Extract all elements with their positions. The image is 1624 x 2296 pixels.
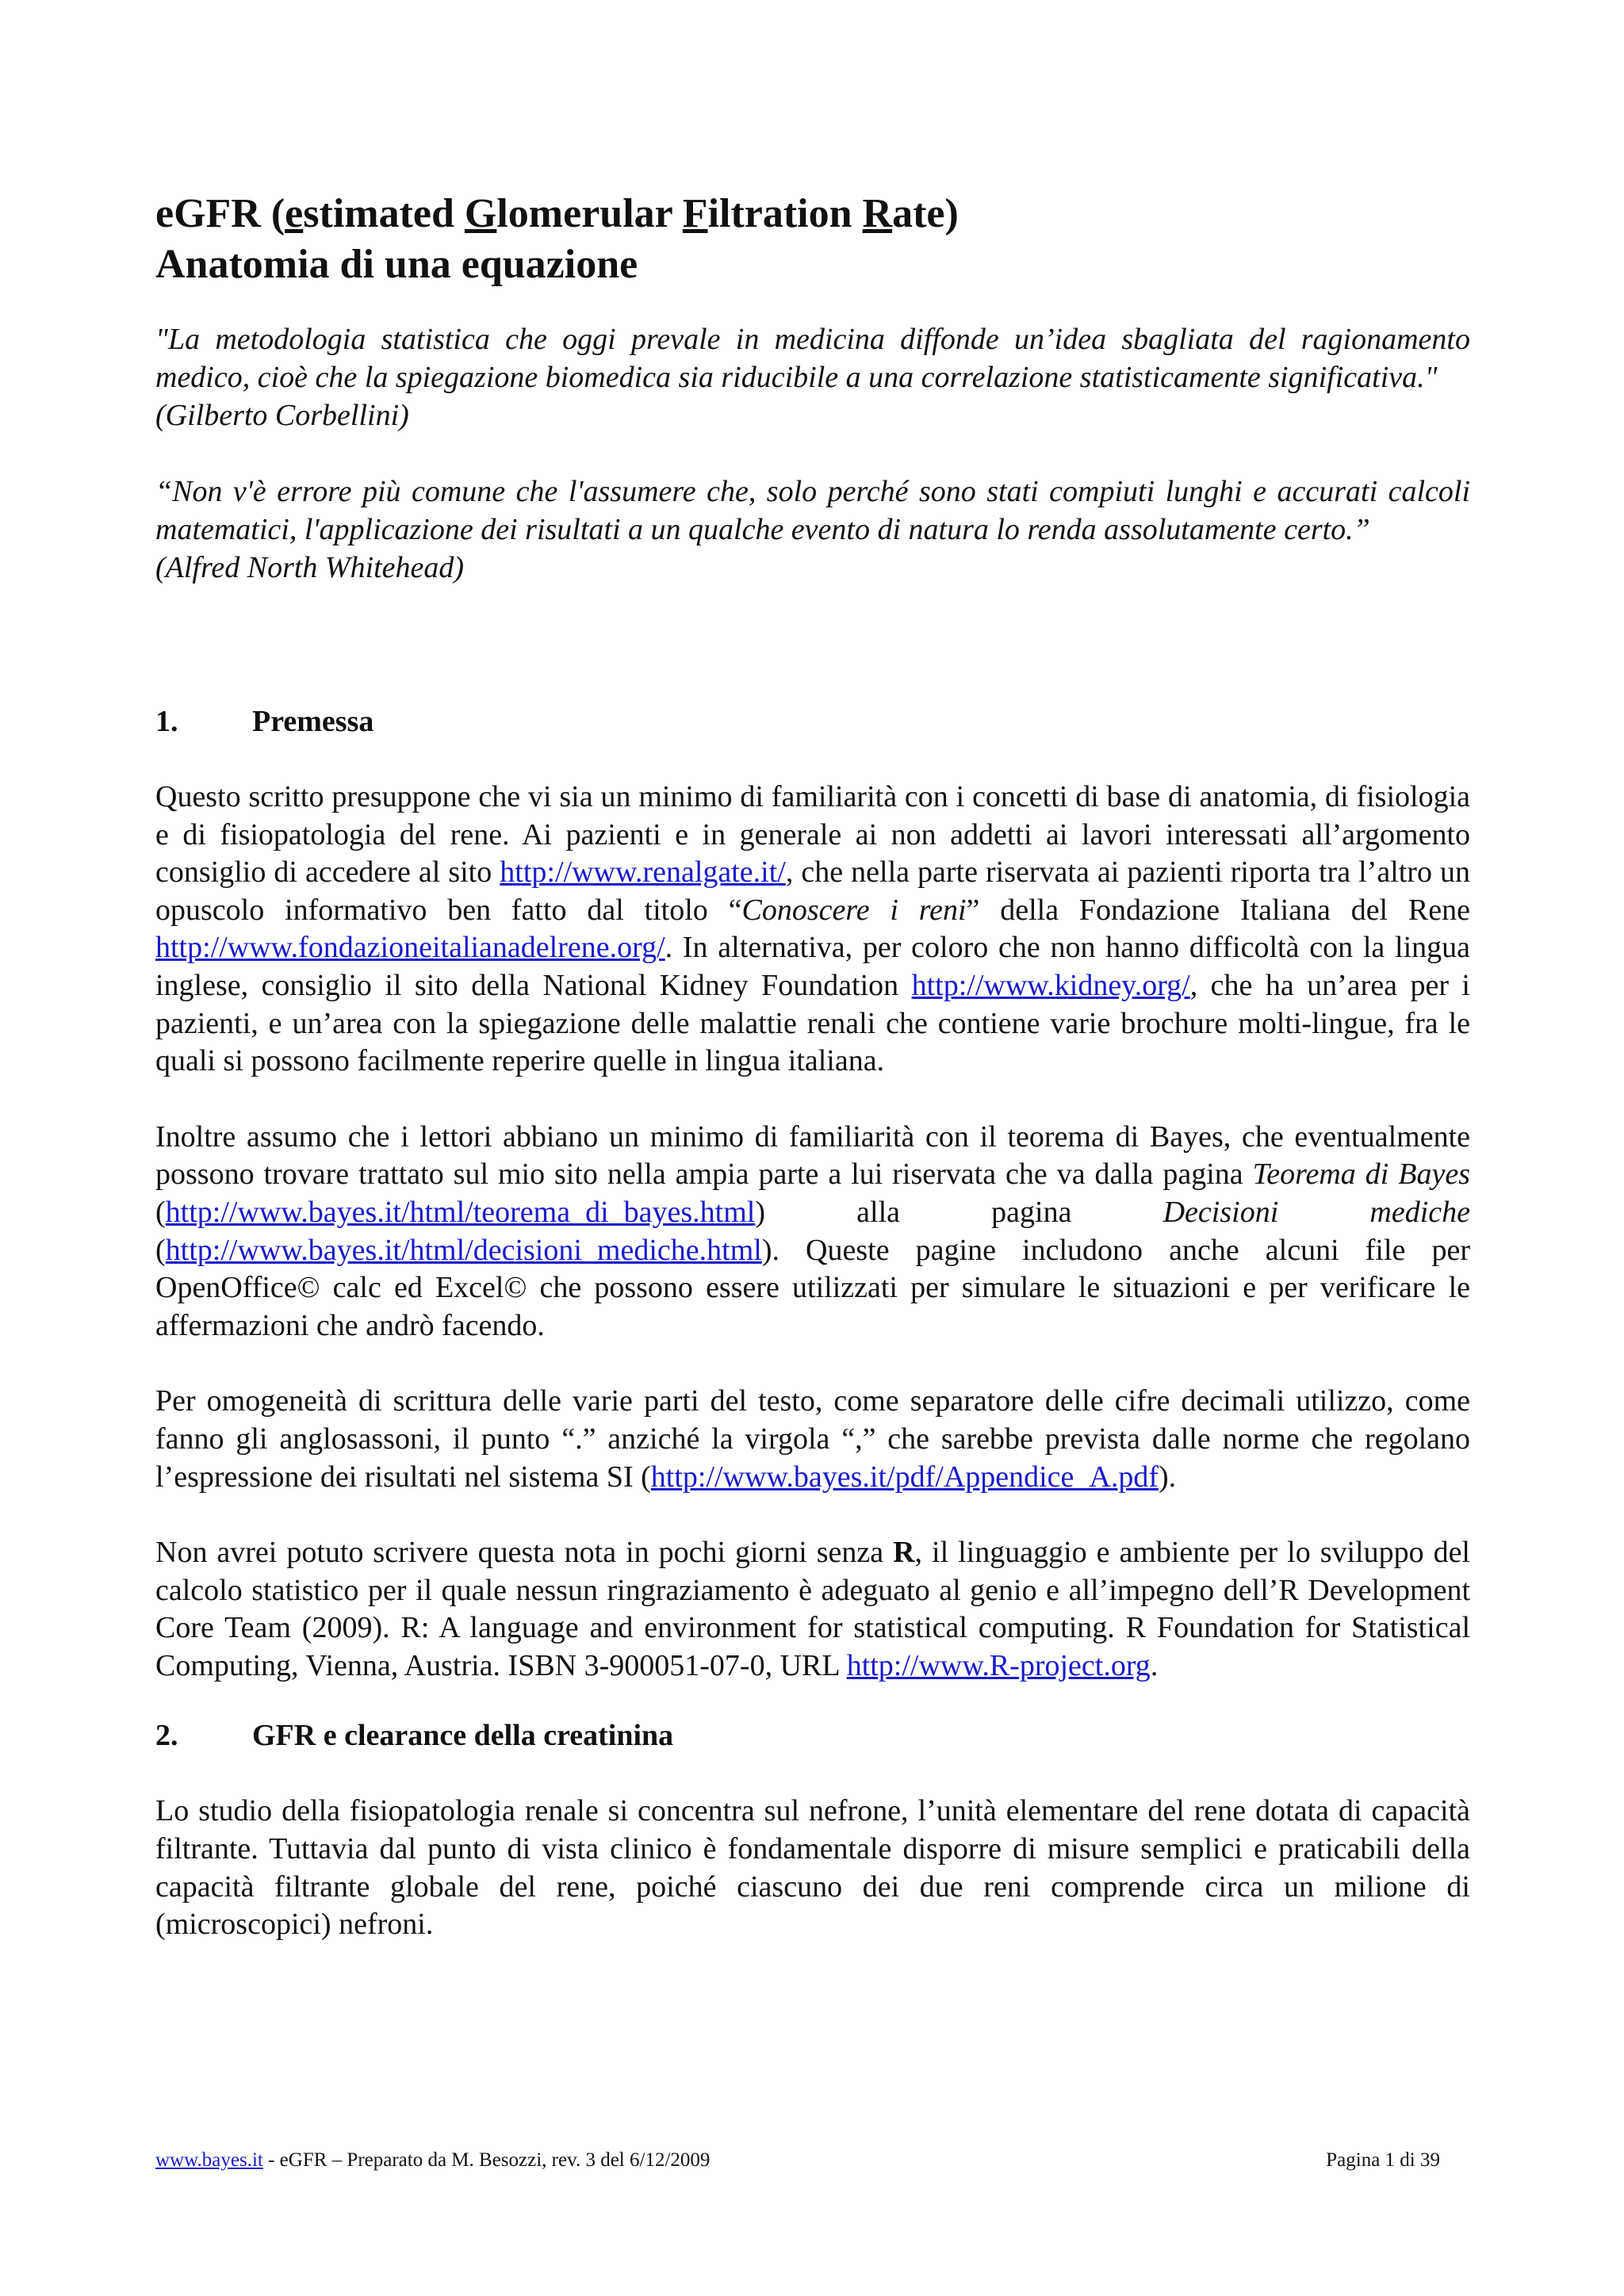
- text-run: ). Queste pagine includono anche alcuni file per OpenOffice© calc ed Excel© che possono essere utilizzati per simulare le situazioni e per verificare le affermazioni che andrò facendo.: [155, 1233, 1470, 1342]
- footer-text: - eGFR – Preparato da M. Besozzi, rev. 3 del 6/12/2009: [262, 2149, 710, 2171]
- text-run: ).: [1159, 1460, 1177, 1494]
- section-heading-premessa: [155, 702, 1470, 740]
- section-title: GFR e clearance della creatinina: [252, 1719, 674, 1753]
- epigraph-quote: “Non v'è errore più comune che l'assumere che, solo perché sono stati compiuti lunghi e accurati calcoli matematici, l'applicazione dei risultati a un qualche evento di natura lo renda assolutamente certo.”: [155, 475, 1470, 546]
- italic-title: Decisioni mediche: [1162, 1195, 1470, 1229]
- footer-left: [155, 2149, 710, 2172]
- epigraph-author: (Gilberto Corbellini): [155, 399, 409, 432]
- link-r-project[interactable]: http://www.R-project.org: [846, 1648, 1151, 1682]
- title-text: ate): [892, 191, 959, 236]
- paragraph: Lo studio della fisiopatologia renale si concentra sul nefrone, l’unità elementare del rene dotata di capacità filtrante. Tuttavia dal punto di vista clinico è fondamentale disporre di misure semplici e praticabili della capacità filtrante globale del rene, poiché ciascuno dei due reni comprende circa un milione di (microscopici) nefroni.: [155, 1794, 1470, 1942]
- title-underlined-letter: F: [682, 191, 708, 236]
- text-run: (: [155, 1233, 166, 1267]
- paragraph: [155, 1534, 1470, 1685]
- epigraph-quote: "La metodologia statistica che oggi prevale in medicina diffonde un’idea sbagliata del ragionamento medico, cioè che la spiegazione biomedica sia riducibile a una correlazione statisticamente significativa.": [155, 323, 1470, 394]
- footer-link[interactable]: www.bayes.it: [155, 2149, 263, 2171]
- text-run: (: [155, 1195, 166, 1229]
- text-run: Questo scritto presuppone che vi sia un minimo di familiarità con i concetti di base di anatomia, di fisiologia e di fisiopatologia del rene. Ai pazienti e in generale ai non addetti ai lavori interessati all’argomento consiglio di accedere al sito: [155, 780, 1470, 890]
- paragraph: [155, 779, 1470, 1081]
- paragraph: [155, 1119, 1470, 1345]
- link-appendice-a[interactable]: http://www.bayes.it/pdf/Appendice_A.pdf: [650, 1460, 1159, 1494]
- section-number: 2.: [155, 1719, 178, 1753]
- text-run: ) alla pagina: [755, 1195, 1163, 1229]
- epigraph-author: (Alfred North Whitehead): [155, 551, 465, 584]
- text-run: , il linguaggio e ambiente per lo sviluppo del calcolo statistico per il quale nessun ringraziamento è adeguato al genio e all’impegno dell’R Development Core Team (2009). R: A language and environment for statistical computing. R Foundation for Statistical Computing, Vienna, Austria. ISBN 3-900051-07-0, URL: [155, 1536, 1470, 1682]
- section-title: Premessa: [252, 705, 374, 738]
- page-content: [155, 189, 1470, 1944]
- page-footer: [155, 2149, 1440, 2172]
- title-text: lomerular: [496, 191, 683, 236]
- text-run: , che nella parte riservata ai pazienti riporta tra l’altro un opuscolo informativo ben fatto dal titolo “: [155, 855, 1470, 927]
- text-run: Non avrei potuto scrivere questa nota in pochi giorni senza: [155, 1536, 894, 1570]
- bold-text: R: [893, 1536, 915, 1570]
- text-run: . In alternativa, per coloro che non hanno difficoltà con la lingua inglese, consiglio il sito della National Kidney Foundation: [155, 931, 1470, 1002]
- document-title: [155, 189, 1470, 290]
- link-renalgate[interactable]: http://www.renalgate.it/: [500, 855, 786, 890]
- link-fondazione-rene[interactable]: http://www.fondazioneitalianadelrene.org/: [155, 931, 665, 965]
- section-heading-gfr: [155, 1716, 1470, 1755]
- link-decisioni-mediche[interactable]: http://www.bayes.it/html/decisioni_mediche.html: [165, 1233, 762, 1267]
- italic-title: Conoscere i reni: [741, 893, 967, 927]
- text-run: .: [1150, 1648, 1159, 1682]
- paragraph: [155, 1383, 1470, 1496]
- title-underlined-letter: e: [285, 191, 304, 236]
- document-subtitle: Anatomia di una equazione: [155, 242, 638, 287]
- text-run: ” della Fondazione Italiana del Rene: [966, 893, 1470, 927]
- title-text: stimated: [303, 191, 465, 236]
- section-number: 1.: [155, 705, 178, 738]
- title-text: iltration: [707, 191, 863, 236]
- link-kidney-org[interactable]: http://www.kidney.org/: [911, 968, 1190, 1002]
- link-teorema-bayes[interactable]: http://www.bayes.it/html/teorema_di_bayes.html: [165, 1195, 756, 1229]
- italic-title: Teorema di Bayes: [1252, 1158, 1470, 1192]
- title-text: eGFR (: [155, 191, 285, 236]
- title-underlined-letter: G: [464, 191, 497, 236]
- title-underlined-letter: R: [862, 191, 893, 236]
- page-number: Pagina 1 di 39: [1326, 2149, 1440, 2171]
- text-run: , che ha un’area per i pazienti, e un’area con la spiegazione delle malattie renali che contiene varie brochure molti-lingue, fra le quali si possono facilmente reperire quelle in lingua italiana.: [155, 968, 1470, 1078]
- text-run: Per omogeneità di scrittura delle varie parti del testo, come separatore delle cifre decimali utilizzo, come fanno gli anglosassoni, il punto “.” anziché la virgola “,” che sarebbe prevista dalle norme che regolano l’espressione dei risultati nel sistema SI (: [155, 1384, 1470, 1494]
- text-run: Inoltre assumo che i lettori abbiano un minimo di familiarità con il teorema di Bayes, che eventualmente possono trovare trattato sul mio sito nella ampia parte a lui riservata che va dalla pagina: [155, 1119, 1470, 1192]
